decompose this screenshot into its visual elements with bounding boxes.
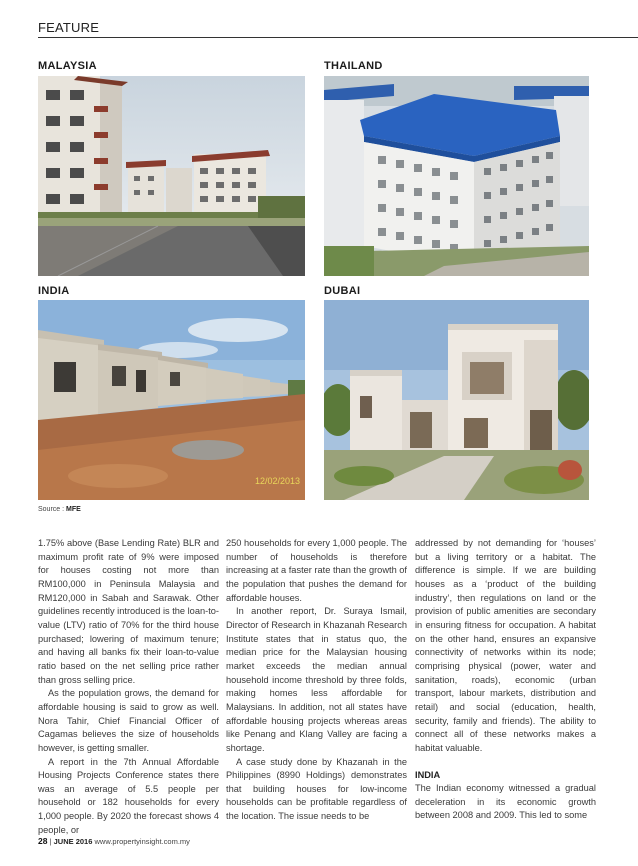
source-value: MFE — [66, 506, 81, 513]
paragraph: The Indian economy witnessed a gradual deceleration in its economic growth between 2008 and 2009. This led to some — [415, 783, 596, 821]
photo-malaysia — [38, 76, 305, 276]
footer-url[interactable]: www.propertyinsight.com.my — [94, 837, 190, 846]
text-column-1 — [38, 537, 219, 837]
photo-dubai — [324, 300, 589, 500]
paragraph: addressed by not demanding for ‘houses’ but a living territory or a habitat. The difference is simple. If we are building houses as a ‘product of the building industry’, then regulations on land or the provision of public amenities are secondary in ensuring fitness for occupation. A habitat on the other hand, ensures an expansive connectivity of networks within its node; comprising physical (power, water and sanitation, roads), economic (urban transport, labour markets, distribution and retail) and social (education, health, security, family and friends). The ability to connect all of these networks makes a habitat valuable. — [415, 538, 596, 753]
page-footer — [38, 836, 190, 846]
source-credit — [38, 506, 81, 513]
caption-dubai: DUBAI — [324, 285, 361, 297]
photo-india — [38, 300, 305, 500]
photo-date-stamp: 12/02/2013 — [254, 476, 300, 486]
paragraph: 1.75% above (Base Lending Rate) BLR and maximum profit rate of 9% were imposed for houses costing not more than RM100,000 in Peninsula Malaysia and RM120,000 in Sabah and Sarawak. Other guidelines recently introduced is the loan-to-value (LTV) ratio of 70% for the third house purchased; lowering of maximum tenure; and having all banks fix their loan-to-value ratio based on the net selling price rather than gross selling price. — [38, 538, 219, 685]
text-column-2 — [226, 537, 407, 824]
section-label: FEATURE — [38, 20, 100, 35]
issue-date: JUNE 2016 — [53, 837, 93, 846]
caption-malaysia: MALAYSIA — [38, 60, 97, 72]
caption-thailand: THAILAND — [324, 60, 383, 72]
footer-separator: | — [49, 837, 54, 846]
paragraph: A report in the 7th Annual Affordable Housing Projects Conference states there was an average of 5.5 people per household or 182 households for every 1,000 people. By 2020 the forecast shows 4 people, or — [38, 756, 219, 835]
page-number: 28 — [38, 836, 48, 846]
photo-thailand — [324, 76, 589, 276]
source-label: Source : — [38, 506, 65, 513]
subheading-india: INDIA — [415, 769, 441, 780]
paragraph: 250 households for every 1,000 people. The number of households is therefore increasing at a faster rate than the growth of the population that pushes the demand for affordable houses. — [226, 538, 407, 603]
paragraph: In another report, Dr. Suraya Ismail, Director of Research in Khazanah Research Institute states that in status quo, the median price for the Malaysian housing market exceeds the median annual household income threshold by three folds, making homes less affordable for Malaysians. In addition, not all states have affordable housing projects whereas areas like Penang and Klang Valley are facing a shortage. — [226, 606, 407, 753]
text-column-3 — [415, 537, 596, 823]
caption-india: INDIA — [38, 285, 70, 297]
paragraph: A case study done by Khazanah in the Philippines (8990 Holdings) demonstrates that building houses for low-income households can be profitable regardless of the location. The issue needs to be — [226, 756, 407, 822]
header-divider — [38, 37, 638, 38]
paragraph: As the population grows, the demand for affordable housing is said to grow as well. Nora Tahir, Chief Financial Officer of Cagamas believes the size of households however, is getting smaller. — [38, 688, 219, 753]
